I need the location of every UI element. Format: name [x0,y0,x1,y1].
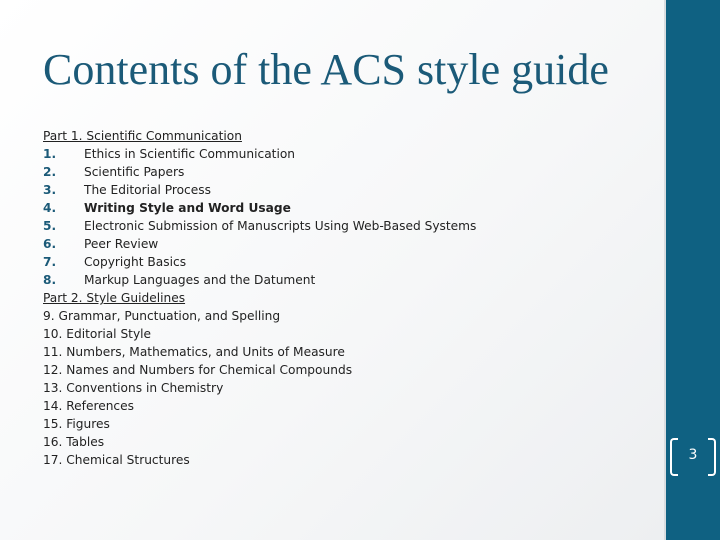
list-item: 14. References [43,399,134,413]
list-item-text: Markup Languages and the Datument [84,273,316,287]
list-item: 17. Chemical Structures [43,453,190,467]
list-item: 16. Tables [43,435,105,449]
list-item-number: 2. [43,165,57,179]
list-item [43,145,643,163]
list-item: 12. Names and Numbers for Chemical Compounds [43,363,353,377]
part-1-heading: Part 1. Scientific Communication [43,129,242,143]
list-item: 15. Figures [43,417,110,431]
page-number: 3 [688,447,698,463]
list-item [43,199,643,217]
list-item-text: Ethics in Scientific Communication [84,147,296,161]
list-item-number: 1. [43,147,57,161]
list-item: 13. Conventions in Chemistry [43,381,224,395]
page-number-badge [670,438,716,474]
list-item [43,235,643,253]
list-item [43,217,643,235]
list-item-number: 3. [43,183,57,197]
list-item [43,181,643,199]
contents-list [43,127,643,469]
list-item-number: 6. [43,237,57,251]
list-item: 9. Grammar, Punctuation, and Spelling [43,309,281,323]
list-item-number: 8. [43,273,57,287]
list-item [43,253,643,271]
slide-title: Contents of the ACS style guide [43,45,609,94]
list-item-text: Peer Review [84,237,159,251]
list-item-text: Writing Style and Word Usage [84,201,291,215]
list-item-text: Electronic Submission of Manuscripts Using Web-Based Systems [84,219,477,233]
part-2-heading: Part 2. Style Guidelines [43,291,186,305]
list-item: 11. Numbers, Mathematics, and Units of Measure [43,345,345,359]
list-item-text: Scientific Papers [84,165,185,179]
list-item-number: 7. [43,255,57,269]
list-item: 10. Editorial Style [43,327,152,341]
list-item [43,163,643,181]
list-item-number: 5. [43,219,57,233]
list-item-text: The Editorial Process [84,183,211,197]
list-item-text: Copyright Basics [84,255,187,269]
list-item [43,271,643,289]
list-item-number: 4. [43,201,57,215]
